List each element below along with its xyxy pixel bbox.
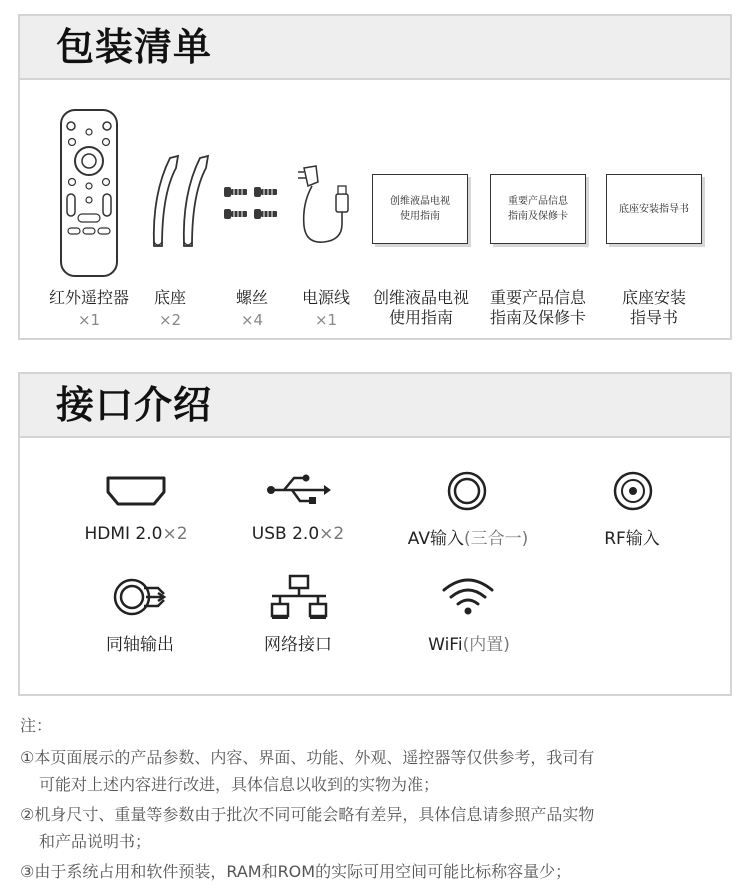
port-qty-av: (三合一) — [463, 529, 529, 549]
item-qty-remote: ×1 — [77, 311, 101, 329]
usb-icon — [264, 472, 332, 508]
port-qty-usb: ×2 — [319, 524, 345, 544]
stand-guide-card-text: 底座安装指导书 — [619, 203, 689, 215]
user-guide-card — [372, 174, 468, 244]
wifi-icon — [440, 574, 496, 618]
port-qty-wifi: (内置) — [462, 635, 510, 655]
item-label-warranty: 重要产品信息 指南及保修卡 — [489, 288, 586, 327]
port-label-av — [388, 524, 548, 549]
note-2-continued: 和产品说明书； — [39, 832, 152, 851]
warranty-card — [490, 174, 586, 244]
screw-icon — [220, 184, 284, 224]
stand-guide-card — [606, 174, 702, 244]
port-name-usb: USB 2.0 — [251, 524, 320, 544]
item-qty-screw: ×4 — [240, 311, 264, 329]
port-name-av: AV输入 — [407, 529, 464, 549]
note-1-continued: 可能对上述内容进行改进，具体信息以收到的实物为准； — [39, 775, 440, 794]
port-name-rf: RF输入 — [604, 529, 660, 549]
av-icon — [446, 470, 488, 512]
note-2: ②机身尺寸、重量等参数由于批次不同可能会略有差异，具体信息请参照产品实物 — [20, 805, 595, 824]
package-list-panel — [18, 14, 732, 340]
note-3: ③由于系统占用和软件预装，RAM和ROM的实际可用空间可能比标称容量少； — [20, 862, 572, 881]
package-list-header — [20, 16, 730, 80]
power-cord-icon — [294, 164, 356, 250]
note-1: ①本页面展示的产品参数、内容、界面、功能、外观、遥控器等仅供参考，我司有 — [20, 748, 595, 767]
port-name-coaxial: 同轴输出 — [106, 635, 174, 655]
warranty-card-text: 重要产品信息 指南及保修卡 — [508, 196, 568, 222]
notes-heading: 注： — [20, 716, 53, 735]
port-label-rf — [572, 524, 692, 549]
rf-icon — [612, 470, 654, 512]
item-label-user-guide: 创维液晶电视 使用指南 — [372, 288, 469, 327]
port-label-coaxial — [80, 630, 200, 655]
network-icon — [270, 574, 328, 620]
port-label-network — [238, 630, 358, 655]
item-label-screw: 螺丝 — [235, 288, 268, 307]
stand-icon — [140, 154, 212, 250]
item-label-stand: 底座 — [153, 288, 186, 307]
remote-control-icon — [58, 108, 120, 278]
port-label-usb — [228, 524, 368, 544]
port-label-wifi — [406, 630, 532, 655]
interface-panel — [18, 372, 732, 696]
package-list-title: 包装清单 — [56, 25, 213, 69]
port-name-network: 网络接口 — [264, 635, 332, 655]
port-qty-hdmi: ×2 — [162, 524, 188, 544]
notes-section — [20, 712, 735, 885]
coaxial-icon — [112, 576, 172, 618]
port-name-wifi: WiFi — [428, 635, 463, 655]
hdmi-icon — [104, 474, 168, 508]
port-label-hdmi — [66, 524, 206, 544]
user-guide-card-text: 创维液晶电视 使用指南 — [390, 196, 450, 222]
item-qty-stand: ×2 — [158, 311, 182, 329]
interface-header — [20, 374, 730, 438]
item-label-stand-guide: 底座安装 指导书 — [621, 288, 686, 327]
item-label-power-cord: 电源线 — [301, 288, 350, 307]
interface-title: 接口介绍 — [56, 383, 213, 427]
item-qty-power-cord: ×1 — [314, 311, 338, 329]
port-name-hdmi: HDMI 2.0 — [84, 524, 163, 544]
item-label-remote: 红外遥控器 — [48, 288, 129, 307]
